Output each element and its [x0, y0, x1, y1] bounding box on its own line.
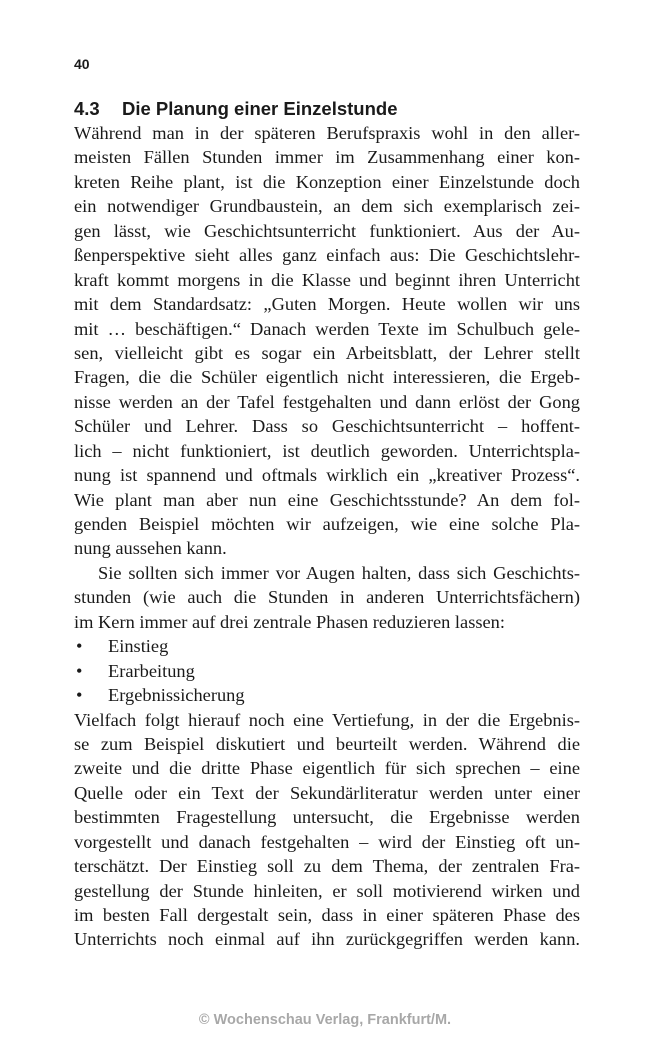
section-number: 4.3 — [74, 98, 100, 119]
text-line: ein notwendiger Grundbaustein, an dem sich exemplarisch zei- — [74, 196, 580, 217]
section-heading — [74, 97, 398, 121]
list-item — [74, 683, 580, 707]
text-line: gestellung der Stunde hinleiten, er soll motivierend wirken und — [74, 880, 580, 901]
bullet-icon: • — [76, 636, 83, 657]
text-line: bestimmten Fragestellung untersucht, die Ergebnisse werden — [74, 807, 580, 828]
paragraph-phases-intro — [74, 561, 580, 634]
list-item — [74, 659, 580, 683]
text-line: mit … beschäftigen.“ Danach werden Texte im Schulbuch gele- — [74, 318, 580, 339]
text-line: Während man in der späteren Berufspraxis wohl in den aller- — [74, 123, 580, 143]
paragraph-intro — [74, 121, 580, 561]
section-title: Die Planung einer Einzelstunde — [122, 98, 398, 119]
text-line: mit dem Standardsatz: „Guten Morgen. Heute wollen wir uns — [74, 294, 580, 315]
text-line: Schüler und Lehrer. Dass so Geschichtsunterricht – hoffent- — [74, 416, 580, 437]
text-line: nisse werden an der Tafel festgehalten und dann erlöst der Gong — [74, 391, 580, 412]
text-line: nung ist spannend und oftmals wirklich ein „kreativer Prozess“. — [74, 465, 580, 486]
text-line: gen lässt, wie Geschichtsunterricht funktioniert. Aus der Au- — [74, 220, 580, 241]
bullet-icon: • — [76, 660, 83, 681]
text-line: Vielfach folgt hierauf noch eine Vertiefung, in der die Ergebnis- — [74, 709, 580, 730]
text-line: stunden (wie auch die Stunden in anderen Unterrichtsfächern) — [74, 587, 580, 608]
text-line: genden Beispiel möchten wir aufzeigen, wie eine solche Pla- — [74, 514, 580, 534]
text-line: im Kern immer auf drei zentrale Phasen reduzieren lassen: — [74, 611, 505, 632]
text-line: Wie plant man aber nun eine Geschichtsstunde? An dem fol- — [74, 489, 580, 510]
text-line: vorgestellt und danach festgehalten – wird der Einstieg oft un- — [74, 831, 580, 852]
copyright-footer: © Wochenschau Verlag, Frankfurt/M. — [198, 1012, 452, 1028]
text-line: ßenperspektive sieht alles ganz einfach aus: Die Geschichtslehr- — [74, 245, 580, 266]
phase-list — [74, 634, 580, 707]
list-item-label: Erarbeitung — [108, 660, 195, 681]
page-number: 40 — [74, 56, 90, 72]
text-line: meisten Fällen Stunden immer im Zusammenhang einer kon- — [74, 147, 580, 168]
text-line: lich – nicht funktioniert, ist deutlich geworden. Unterrichtspla- — [74, 440, 580, 461]
text-line: kraft kommt morgens in die Klasse und beginnt ihren Unterricht — [74, 269, 580, 290]
text-line: Quelle oder ein Text der Sekundärliteratur werden unter einer — [74, 782, 580, 803]
text-line: Sie sollten sich immer vor Augen halten, dass sich Geschichts- — [98, 562, 580, 583]
text-line: nung aussehen kann. — [74, 538, 227, 559]
bullet-icon: • — [76, 685, 83, 706]
text-line: im besten Fall dergestalt sein, dass in einer späteren Phase des — [74, 905, 580, 925]
list-item-label: Ergebnissicherung — [108, 685, 245, 706]
paragraph-einstieg — [74, 708, 580, 952]
list-item-label: Einstieg — [108, 636, 169, 657]
text-line: se zum Beispiel diskutiert und beurteilt werden. Während die — [74, 733, 580, 754]
text-line: zweite und die dritte Phase eigentlich für sich sprechen – eine — [74, 758, 580, 779]
list-item — [74, 634, 580, 658]
text-line: Unterrichts noch einmal auf ihn zurückgegriffen werden kann. — [74, 929, 580, 950]
body-text — [74, 121, 580, 952]
text-line: kreten Reihe plant, ist die Konzeption einer Einzelstunde doch — [74, 171, 580, 192]
text-line: sen, vielleicht gibt es sogar ein Arbeitsblatt, der Lehrer stellt — [74, 342, 580, 363]
text-line: Fragen, die die Schüler eigentlich nicht interessieren, die Ergeb- — [74, 367, 580, 388]
text-line: terschätzt. Der Einstieg soll zu dem Thema, der zentralen Fra- — [74, 856, 580, 877]
